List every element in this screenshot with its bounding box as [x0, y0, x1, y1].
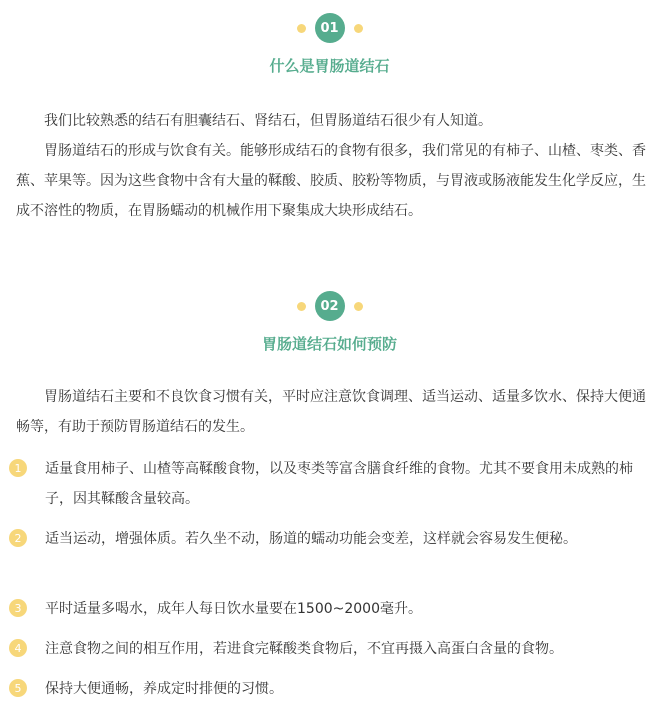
decorative-dot [297, 302, 306, 311]
list-number-badge: 5 [9, 679, 27, 697]
decorative-dot [354, 24, 363, 33]
list-item-text: 保持大便通畅，养成定时排便的习惯。 [45, 681, 283, 697]
paragraph: 胃肠道结石的形成与饮食有关。能够形成结石的食物有很多，我们常见的有柿子、山楂、枣类、香蕉、苹果等。因为这些食物中含有大量的鞣酸、胶质、胶粉等物质，与胃液或肠液能发生化学反应，生成不溶性的物质，在胃肠蠕动的机械作用下聚集成大块形成结石。 [16, 143, 646, 219]
section-2-header [0, 290, 659, 322]
list-item-text: 注意食物之间的相互作用，若进食完鞣酸类食物后，不宜再摄入高蛋白含量的食物。 [45, 641, 563, 657]
decorative-dot [297, 24, 306, 33]
list-number-badge: 4 [9, 639, 27, 657]
list-number-badge: 2 [9, 529, 27, 547]
list-number-badge: 1 [9, 459, 27, 477]
list-item-text: 适当运动，增强体质。若久坐不动，肠道的蠕动功能会变差，这样就会容易发生便秘。 [45, 531, 577, 547]
section-number-badge: 02 [315, 291, 345, 321]
paragraph: 胃肠道结石主要和不良饮食习惯有关，平时应注意饮食调理、适当运动、适量多饮水、保持大便通畅等，有助于预防胃肠道结石的发生。 [16, 389, 646, 435]
paragraph: 我们比较熟悉的结石有胆囊结石、肾结石，但胃肠道结石很少有人知道。 [44, 113, 492, 129]
section-title: 什么是胃肠道结石 [269, 57, 390, 75]
list-item-text: 平时适量多喝水，成年人每日饮水量要在1500~2000毫升。 [45, 601, 422, 617]
section-title: 胃肠道结石如何预防 [261, 335, 397, 353]
list-number-badge: 3 [9, 599, 27, 617]
section-number-badge: 01 [315, 13, 345, 43]
section-1-header [0, 12, 659, 44]
list-item-text: 适量食用柿子、山楂等高鞣酸食物，以及枣类等富含膳食纤维的食物。尤其不要食用未成熟的柿子，因其鞣酸含量较高。 [45, 461, 633, 507]
decorative-dot [354, 302, 363, 311]
